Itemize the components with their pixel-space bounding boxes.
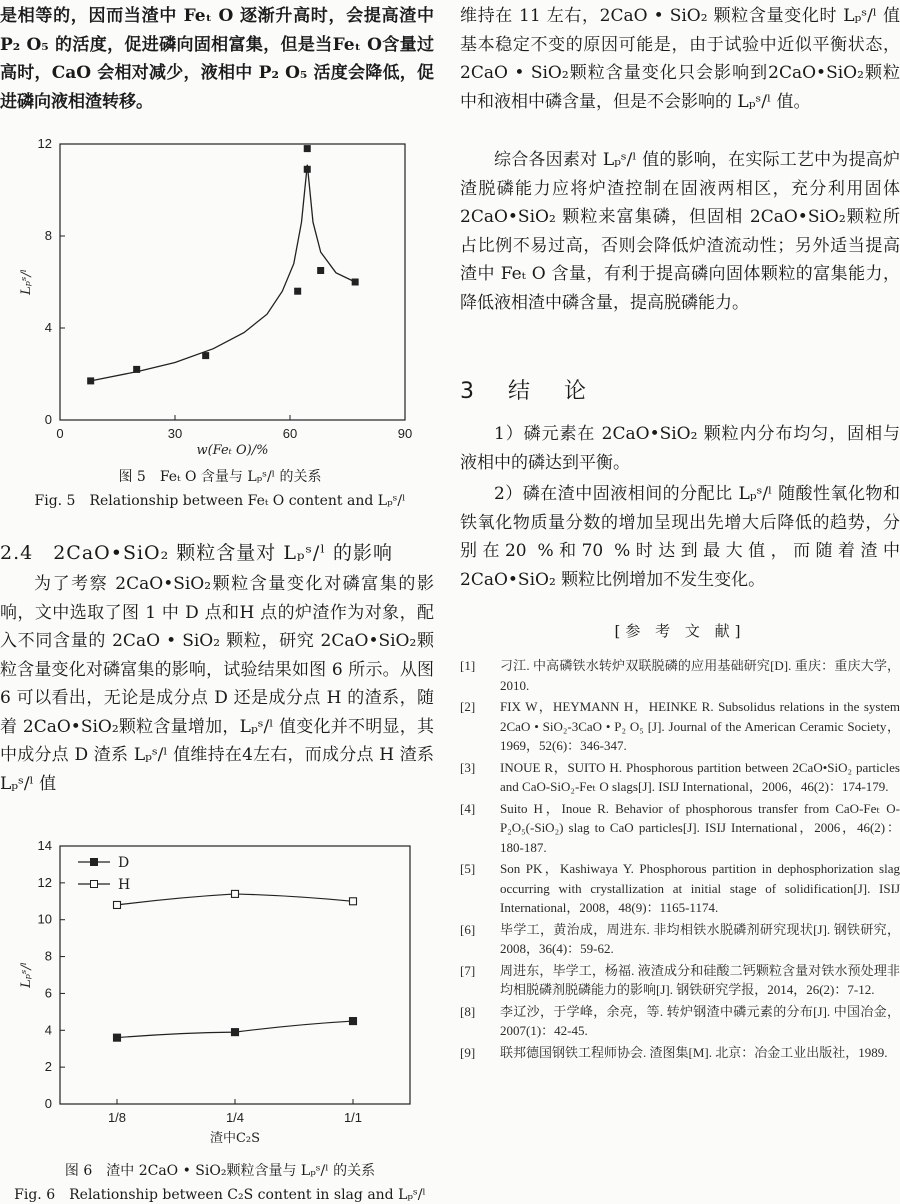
reference-item bbox=[460, 1043, 900, 1063]
y-tick-label: 14 bbox=[37, 838, 52, 853]
data-point bbox=[294, 288, 301, 295]
y-tick-label: 0 bbox=[44, 1096, 52, 1111]
figure-6-caption-cn: 图 6 渣中 2CaO • SiO₂颗粒含量与 Lₚˢ/ˡ 的关系 bbox=[64, 1163, 376, 1179]
reference-number: [9] bbox=[460, 1044, 476, 1060]
y-tick-label: 4 bbox=[44, 1022, 52, 1038]
data-point bbox=[87, 377, 94, 384]
legend-marker bbox=[91, 881, 98, 888]
y-tick-label: 2 bbox=[44, 1059, 52, 1075]
reference-item bbox=[460, 758, 900, 797]
x-tick-label: 0 bbox=[56, 426, 64, 441]
reference-number: [8] bbox=[460, 1003, 476, 1019]
data-point bbox=[202, 352, 209, 359]
section-heading-3: 3 结 论 bbox=[460, 379, 592, 404]
plot-frame bbox=[60, 846, 410, 1104]
y-tick-label: 6 bbox=[44, 985, 52, 1001]
reference-number: [5] bbox=[460, 861, 476, 876]
reference-number: [7] bbox=[460, 962, 476, 978]
legend-label: D bbox=[118, 855, 130, 871]
reference-text: Son PK，Kashiwaya Y. Phosphorous partition in dephosphorization slag occurring with crystallization at initial stage of solidification[J]. ISIJ International，2008，48(9)：1165-1174. bbox=[500, 861, 900, 915]
x-tick-label: 1/1 bbox=[343, 1110, 363, 1125]
y-tick-label: 0 bbox=[44, 412, 52, 427]
reference-text: Suito H，Inoue R. Behavior of phosphorous transfer from CaO-Feₜ O-P₂O₅(-SiO₂) slag to CaO particles[J]. ISIJ International，2006，46(2)：180-187. bbox=[500, 800, 900, 855]
data-point bbox=[304, 166, 311, 173]
y-axis-label: Lₚˢ/ˡ bbox=[19, 269, 34, 295]
x-tick-label: 30 bbox=[167, 426, 183, 441]
references-title: [参 考 文 献] bbox=[614, 622, 746, 640]
conclusion-1: 1）磷元素在 2CaO•SiO₂ 颗粒内分布均匀，固相与液相中的磷达到平衡。 bbox=[460, 424, 900, 473]
reference-number: [4] bbox=[460, 800, 476, 816]
reference-text: 刁江. 中高磷铁水转炉双联脱磷的应用基础研究[D]. 重庆：重庆大学，2010. bbox=[500, 658, 900, 693]
data-point-D bbox=[114, 1034, 121, 1041]
figure-6-chart bbox=[0, 836, 440, 1154]
reference-number: [1] bbox=[460, 658, 476, 673]
references-list bbox=[460, 656, 900, 1064]
reference-number: [6] bbox=[460, 921, 476, 937]
data-point-H bbox=[232, 890, 239, 897]
reference-text: 毕学工，黄治成，周进东. 非均相铁水脱磷剂研究现状[J]. 钢铁研究，2008，36(4)：59-62. bbox=[500, 921, 900, 956]
x-tick-label: 1/8 bbox=[107, 1110, 127, 1125]
data-point-D bbox=[350, 1018, 357, 1025]
y-tick-label: 12 bbox=[37, 874, 52, 890]
y-tick-label: 8 bbox=[44, 948, 52, 964]
reference-number: [3] bbox=[460, 759, 476, 775]
paragraph-c2s-effect: 为了考察 2CaO•SiO₂颗粒含量变化对磷富集的影响，文中选取了图 1 中 D 点和H 点的炉渣作为对象，配入不同含量的 2CaO • SiO₂ 颗粒，研究 2CaO•SiO₂颗粒含量变化对磷富集的影响，试验结果如图 6 所示。从图 6 可以看出，无论是成分点 D 还是成分点 H 的渣系，随着 2CaO•SiO₂颗粒含量增加，Lₚˢ/ˡ 值变化并不明显，其中成分点 D 渣系 Lₚˢ/ˡ 值维持在4左右，而成分点 H 渣系 Lₚˢ/ˡ 值 bbox=[0, 574, 434, 794]
data-point bbox=[352, 279, 359, 286]
reference-item bbox=[460, 799, 900, 858]
x-axis-label: w(Feₜ O)/% bbox=[196, 443, 269, 458]
reference-item bbox=[460, 920, 900, 959]
figure-5-caption-cn: 图 5 Feₜ O 含量与 Lₚˢ/ˡ 的关系 bbox=[118, 469, 322, 485]
data-point bbox=[304, 145, 311, 152]
paragraph-summary: 综合各因素对 Lₚˢ/ˡ 值的影响，在实际工艺中为提高炉渣脱磷能力应将炉渣控制在固液两相区，充分利用固体 2CaO•SiO₂ 颗粒来富集磷，但固相 2CaO•SiO₂颗粒所占比例不易过高，否则会降低炉渣流动性；另外适当提高渣中 Feₜ O 含量，有利于提高磷向固体颗粒的富集能力，降低液相渣中磷含量，提高脱磷能力。 bbox=[460, 150, 900, 313]
section-heading-2-4: 2.4 2CaO•SiO₂ 颗粒含量对 Lₚˢ/ˡ 的影响 bbox=[0, 542, 393, 564]
reference-item bbox=[460, 1002, 900, 1041]
reference-number: [2] bbox=[460, 699, 476, 714]
y-tick-label: 12 bbox=[37, 136, 52, 151]
reference-text: 周进东，毕学工，杨福. 液渣成分和硅酸二钙颗粒含量对铁水预处理非均相脱磷剂脱磷能力的影响[J]. 钢铁研究学报，2014，26(2)：7-12. bbox=[500, 962, 900, 997]
axis-group bbox=[38, 838, 363, 1125]
reference-item bbox=[460, 961, 900, 1000]
reference-text: INOUE R，SUITO H. Phosphorous partition between 2CaO•SiO₂ particles and CaO-SiO₂-Feₜ O slags[J]. ISIJ International，2006，46(2)：174-179. bbox=[500, 759, 900, 794]
figure-6 bbox=[0, 836, 440, 1154]
reference-item bbox=[460, 656, 900, 695]
x-axis-label: 渣中C₂S bbox=[209, 1131, 261, 1146]
y-axis-label: Lₚˢ/ˡ bbox=[19, 962, 34, 988]
paragraph-fet-o-effect: 是相等的，因而当渣中 Feₜ O 逐渐升高时，会提高渣中 P₂ O₅ 的活度，促进磷向固相富集，但是当Feₜ O含量过高时，CaO 会相对减少，液相中 P₂ O₅ 活度会降低，促进磷向液相渣转移。 bbox=[0, 6, 434, 112]
y-tick-label: 8 bbox=[44, 228, 52, 243]
fit-curve bbox=[91, 165, 356, 381]
figure-5 bbox=[0, 130, 440, 458]
axis-group bbox=[38, 136, 413, 441]
figure-5-chart bbox=[0, 130, 440, 458]
reference-text: 李辽沙，于学峰，余亮，等. 转炉钢渣中磷元素的分布[J]. 中国冶金，2007(1)：42-45. bbox=[500, 1003, 900, 1038]
reference-item bbox=[460, 697, 900, 756]
x-tick-label: 60 bbox=[282, 426, 298, 441]
conclusion-2: 2）磷在渣中固液相间的分配比 Lₚˢ/ˡ 随酸性氧化物和铁氧化物质量分数的增加呈现出先增大后降低的趋势，分别在20 %和70 %时达到最大值，而随着渣中 2CaO•SiO₂ 颗粒比例增加不发生变化。 bbox=[460, 484, 900, 590]
x-tick-label: 90 bbox=[397, 426, 413, 441]
reference-text: 联邦德国钢铁工程师协会. 渣图集[M]. 北京：冶金工业出版社，1989. bbox=[500, 1044, 888, 1060]
paragraph-h-slag-stable: 维持在 11 左右，2CaO • SiO₂ 颗粒含量变化时 Lₚˢ/ˡ 值基本稳定不变的原因可能是，由于试验中近似平衡状态，2CaO • SiO₂颗粒含量变化只会影响到2CaO•SiO₂颗粒中和液相中磷含量，但是不会影响的 Lₚˢ/ˡ 值。 bbox=[460, 6, 900, 112]
data-point-H bbox=[114, 901, 121, 908]
data-point-H bbox=[350, 898, 357, 905]
legend-marker bbox=[91, 859, 98, 866]
x-tick-label: 1/4 bbox=[225, 1110, 245, 1125]
reference-item bbox=[460, 859, 900, 918]
data-point bbox=[317, 267, 324, 274]
figure-5-caption-en: Fig. 5 Relationship between Feₜ O content and Lₚˢ/ˡ bbox=[34, 493, 406, 509]
figure-6-caption-en: Fig. 6 Relationship between C₂S content in slag and Lₚˢ/ˡ bbox=[14, 1187, 426, 1203]
data-point-D bbox=[232, 1029, 239, 1036]
y-tick-label: 10 bbox=[37, 911, 52, 927]
data-point bbox=[133, 366, 140, 373]
y-tick-label: 4 bbox=[44, 320, 52, 335]
reference-text: FIX W，HEYMANN H，HEINKE R. Subsolidus relations in the system 2CaO • SiO₂-3CaO • P₂ O₅ [J]. Journal of the American Ceramic Society，1969，52(6)：346-347. bbox=[500, 699, 900, 753]
legend-label: H bbox=[118, 877, 131, 893]
